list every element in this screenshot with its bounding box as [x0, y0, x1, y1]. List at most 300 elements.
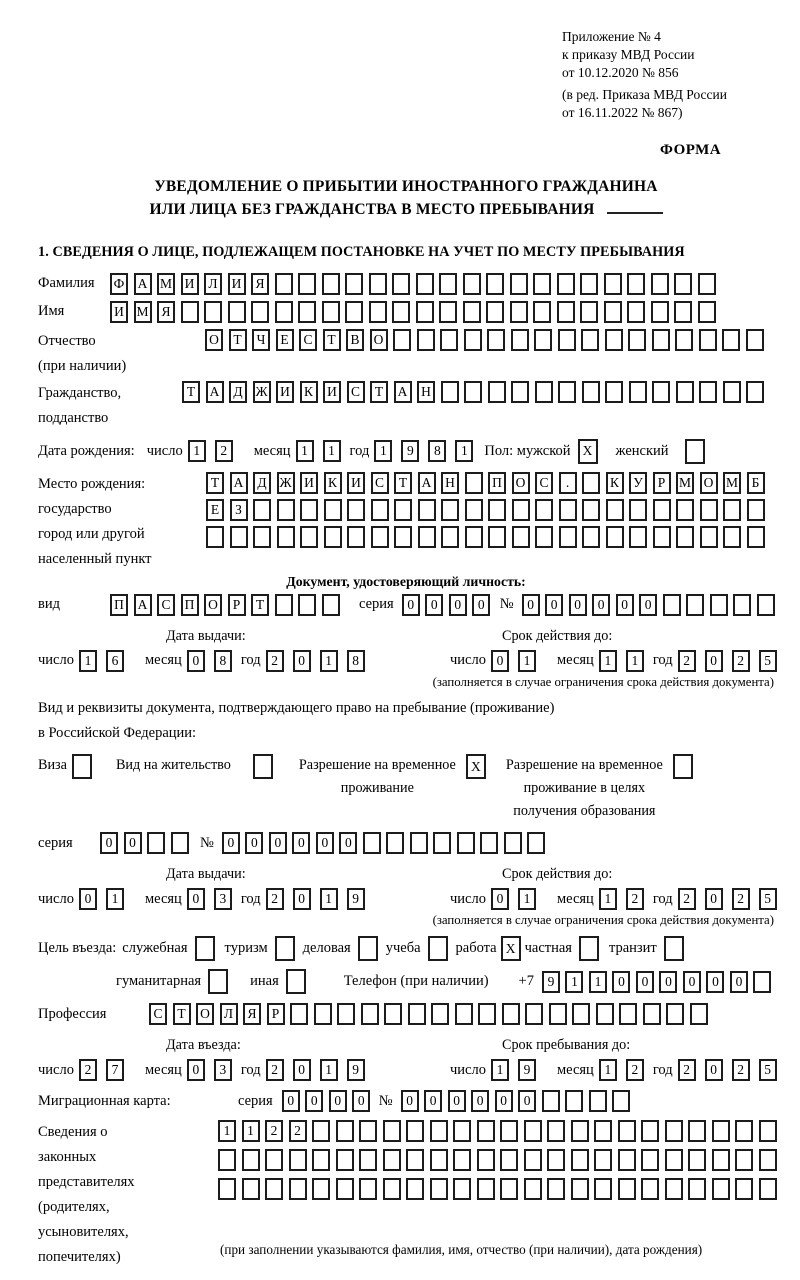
- char-cell[interactable]: [394, 499, 412, 521]
- char-cell[interactable]: 3: [214, 888, 232, 910]
- char-cell[interactable]: [465, 526, 483, 548]
- char-cell[interactable]: [723, 499, 741, 521]
- char-cell[interactable]: [651, 273, 669, 295]
- char-cell[interactable]: Н: [441, 472, 459, 494]
- char-cell[interactable]: 0: [730, 971, 748, 993]
- char-cell[interactable]: 0: [705, 1059, 723, 1081]
- char-cell[interactable]: Т: [182, 381, 200, 403]
- char-cell[interactable]: 0: [612, 971, 630, 993]
- char-cell[interactable]: А: [134, 273, 152, 295]
- char-cell[interactable]: 1: [188, 440, 206, 462]
- char-cell[interactable]: [618, 1120, 636, 1142]
- char-cell[interactable]: [336, 1149, 354, 1171]
- char-cell[interactable]: С: [535, 472, 553, 494]
- char-cell[interactable]: [230, 526, 248, 548]
- char-cell[interactable]: [383, 1178, 401, 1200]
- char-cell[interactable]: [557, 301, 575, 323]
- char-cell[interactable]: [604, 301, 622, 323]
- char-cell[interactable]: 0: [79, 888, 97, 910]
- char-cell[interactable]: [253, 526, 271, 548]
- char-cell[interactable]: [195, 936, 215, 961]
- char-cell[interactable]: [408, 1003, 426, 1025]
- char-cell[interactable]: 1: [106, 888, 124, 910]
- char-cell[interactable]: 1: [242, 1120, 260, 1142]
- char-cell[interactable]: 2: [732, 888, 750, 910]
- char-cell[interactable]: [383, 1120, 401, 1142]
- char-cell[interactable]: [688, 1178, 706, 1200]
- char-cell[interactable]: Л: [204, 273, 222, 295]
- char-cell[interactable]: [455, 1003, 473, 1025]
- char-cell[interactable]: [712, 1178, 730, 1200]
- char-cell[interactable]: [618, 1178, 636, 1200]
- char-cell[interactable]: Т: [229, 329, 247, 351]
- char-cell[interactable]: [510, 273, 528, 295]
- char-cell[interactable]: И: [228, 273, 246, 295]
- char-cell[interactable]: Т: [173, 1003, 191, 1025]
- char-cell[interactable]: [477, 1149, 495, 1171]
- char-cell[interactable]: [504, 832, 522, 854]
- char-cell[interactable]: 0: [592, 594, 610, 616]
- char-cell[interactable]: [547, 1178, 565, 1200]
- char-cell[interactable]: 1: [320, 888, 338, 910]
- char-cell[interactable]: Т: [370, 381, 388, 403]
- char-cell[interactable]: 0: [491, 888, 509, 910]
- char-cell[interactable]: 8: [214, 650, 232, 672]
- char-cell[interactable]: [559, 526, 577, 548]
- char-cell[interactable]: [558, 329, 576, 351]
- char-cell[interactable]: 2: [265, 1120, 283, 1142]
- char-cell[interactable]: [275, 594, 293, 616]
- char-cell[interactable]: [463, 301, 481, 323]
- char-cell[interactable]: [386, 832, 404, 854]
- char-cell[interactable]: О: [370, 329, 388, 351]
- char-cell[interactable]: Н: [417, 381, 435, 403]
- char-cell[interactable]: [690, 1003, 708, 1025]
- char-cell[interactable]: X: [501, 936, 521, 961]
- char-cell[interactable]: 0: [636, 971, 654, 993]
- char-cell[interactable]: [345, 301, 363, 323]
- char-cell[interactable]: [286, 969, 306, 994]
- char-cell[interactable]: [512, 499, 530, 521]
- char-cell[interactable]: [572, 1003, 590, 1025]
- char-cell[interactable]: [406, 1178, 424, 1200]
- char-cell[interactable]: [699, 329, 717, 351]
- char-cell[interactable]: [746, 381, 764, 403]
- char-cell[interactable]: [253, 754, 273, 779]
- char-cell[interactable]: [441, 499, 459, 521]
- char-cell[interactable]: [688, 1149, 706, 1171]
- char-cell[interactable]: [594, 1120, 612, 1142]
- char-cell[interactable]: [733, 594, 751, 616]
- char-cell[interactable]: С: [299, 329, 317, 351]
- char-cell[interactable]: [723, 381, 741, 403]
- char-cell[interactable]: 0: [282, 1090, 300, 1112]
- char-cell[interactable]: [324, 526, 342, 548]
- char-cell[interactable]: [673, 754, 693, 779]
- char-cell[interactable]: И: [300, 472, 318, 494]
- char-cell[interactable]: [478, 1003, 496, 1025]
- char-cell[interactable]: [277, 499, 295, 521]
- char-cell[interactable]: 1: [320, 650, 338, 672]
- char-cell[interactable]: [676, 499, 694, 521]
- char-cell[interactable]: [359, 1149, 377, 1171]
- char-cell[interactable]: С: [157, 594, 175, 616]
- char-cell[interactable]: И: [181, 273, 199, 295]
- char-cell[interactable]: [676, 381, 694, 403]
- char-cell[interactable]: 0: [124, 832, 142, 854]
- char-cell[interactable]: [371, 526, 389, 548]
- char-cell[interactable]: 2: [678, 888, 696, 910]
- char-cell[interactable]: [463, 273, 481, 295]
- char-cell[interactable]: [641, 1120, 659, 1142]
- char-cell[interactable]: И: [110, 301, 128, 323]
- char-cell[interactable]: [580, 273, 598, 295]
- char-cell[interactable]: [698, 273, 716, 295]
- char-cell[interactable]: [347, 526, 365, 548]
- char-cell[interactable]: [480, 832, 498, 854]
- char-cell[interactable]: [465, 472, 483, 494]
- char-cell[interactable]: А: [418, 472, 436, 494]
- char-cell[interactable]: [486, 301, 504, 323]
- char-cell[interactable]: [336, 1120, 354, 1142]
- char-cell[interactable]: [571, 1120, 589, 1142]
- char-cell[interactable]: [418, 499, 436, 521]
- char-cell[interactable]: 0: [569, 594, 587, 616]
- char-cell[interactable]: [627, 301, 645, 323]
- char-cell[interactable]: [641, 1149, 659, 1171]
- char-cell[interactable]: [525, 1003, 543, 1025]
- char-cell[interactable]: С: [149, 1003, 167, 1025]
- char-cell[interactable]: [547, 1149, 565, 1171]
- char-cell[interactable]: И: [276, 381, 294, 403]
- char-cell[interactable]: [534, 329, 552, 351]
- char-cell[interactable]: [410, 832, 428, 854]
- char-cell[interactable]: [275, 936, 295, 961]
- char-cell[interactable]: [606, 526, 624, 548]
- char-cell[interactable]: [72, 754, 92, 779]
- char-cell[interactable]: К: [300, 381, 318, 403]
- char-cell[interactable]: А: [134, 594, 152, 616]
- char-cell[interactable]: [651, 301, 669, 323]
- char-cell[interactable]: [612, 1090, 630, 1112]
- char-cell[interactable]: [629, 526, 647, 548]
- char-cell[interactable]: 9: [347, 1059, 365, 1081]
- char-cell[interactable]: [500, 1149, 518, 1171]
- char-cell[interactable]: [418, 526, 436, 548]
- char-cell[interactable]: 9: [401, 440, 419, 462]
- char-cell[interactable]: 2: [266, 650, 284, 672]
- char-cell[interactable]: [204, 301, 222, 323]
- char-cell[interactable]: [336, 1178, 354, 1200]
- char-cell[interactable]: К: [324, 472, 342, 494]
- char-cell[interactable]: 0: [316, 832, 334, 854]
- char-cell[interactable]: 1: [589, 971, 607, 993]
- char-cell[interactable]: [359, 1120, 377, 1142]
- char-cell[interactable]: 8: [347, 650, 365, 672]
- char-cell[interactable]: [627, 273, 645, 295]
- char-cell[interactable]: Е: [206, 499, 224, 521]
- char-cell[interactable]: [535, 526, 553, 548]
- char-cell[interactable]: 0: [305, 1090, 323, 1112]
- char-cell[interactable]: [542, 1090, 560, 1112]
- char-cell[interactable]: [510, 301, 528, 323]
- char-cell[interactable]: У: [629, 472, 647, 494]
- char-cell[interactable]: [606, 499, 624, 521]
- char-cell[interactable]: 1: [320, 1059, 338, 1081]
- char-cell[interactable]: 0: [187, 650, 205, 672]
- char-cell[interactable]: [571, 1178, 589, 1200]
- char-cell[interactable]: [685, 439, 705, 464]
- char-cell[interactable]: [589, 1090, 607, 1112]
- char-cell[interactable]: 7: [106, 1059, 124, 1081]
- char-cell[interactable]: [665, 1178, 683, 1200]
- char-cell[interactable]: [579, 936, 599, 961]
- char-cell[interactable]: С: [347, 381, 365, 403]
- char-cell[interactable]: 0: [222, 832, 240, 854]
- char-cell[interactable]: [735, 1178, 753, 1200]
- char-cell[interactable]: [440, 329, 458, 351]
- char-cell[interactable]: [312, 1149, 330, 1171]
- char-cell[interactable]: [228, 301, 246, 323]
- char-cell[interactable]: Т: [394, 472, 412, 494]
- char-cell[interactable]: [300, 499, 318, 521]
- char-cell[interactable]: [511, 329, 529, 351]
- char-cell[interactable]: О: [512, 472, 530, 494]
- char-cell[interactable]: Ч: [252, 329, 270, 351]
- char-cell[interactable]: [594, 1149, 612, 1171]
- char-cell[interactable]: [735, 1149, 753, 1171]
- char-cell[interactable]: [604, 273, 622, 295]
- char-cell[interactable]: [441, 381, 459, 403]
- char-cell[interactable]: [759, 1149, 777, 1171]
- char-cell[interactable]: Д: [253, 472, 271, 494]
- char-cell[interactable]: [665, 1149, 683, 1171]
- char-cell[interactable]: [465, 499, 483, 521]
- char-cell[interactable]: 1: [599, 1059, 617, 1081]
- char-cell[interactable]: [430, 1149, 448, 1171]
- char-cell[interactable]: 0: [659, 971, 677, 993]
- char-cell[interactable]: [289, 1178, 307, 1200]
- char-cell[interactable]: [512, 526, 530, 548]
- char-cell[interactable]: П: [488, 472, 506, 494]
- char-cell[interactable]: [453, 1120, 471, 1142]
- char-cell[interactable]: 1: [518, 650, 536, 672]
- char-cell[interactable]: [666, 1003, 684, 1025]
- char-cell[interactable]: О: [205, 329, 223, 351]
- char-cell[interactable]: [453, 1149, 471, 1171]
- char-cell[interactable]: 1: [374, 440, 392, 462]
- char-cell[interactable]: 0: [293, 1059, 311, 1081]
- char-cell[interactable]: Ф: [110, 273, 128, 295]
- char-cell[interactable]: [218, 1178, 236, 1200]
- char-cell[interactable]: [208, 969, 228, 994]
- char-cell[interactable]: [686, 594, 704, 616]
- char-cell[interactable]: [394, 526, 412, 548]
- char-cell[interactable]: [502, 1003, 520, 1025]
- char-cell[interactable]: А: [394, 381, 412, 403]
- char-cell[interactable]: 0: [293, 888, 311, 910]
- char-cell[interactable]: [298, 273, 316, 295]
- char-cell[interactable]: 0: [269, 832, 287, 854]
- char-cell[interactable]: [488, 499, 506, 521]
- char-cell[interactable]: [712, 1120, 730, 1142]
- char-cell[interactable]: [406, 1149, 424, 1171]
- char-cell[interactable]: 2: [626, 888, 644, 910]
- char-cell[interactable]: 5: [759, 1059, 777, 1081]
- char-cell[interactable]: М: [134, 301, 152, 323]
- char-cell[interactable]: [594, 1178, 612, 1200]
- char-cell[interactable]: [582, 381, 600, 403]
- char-cell[interactable]: [322, 594, 340, 616]
- char-cell[interactable]: [524, 1120, 542, 1142]
- char-cell[interactable]: 0: [683, 971, 701, 993]
- char-cell[interactable]: [345, 273, 363, 295]
- char-cell[interactable]: 1: [626, 650, 644, 672]
- char-cell[interactable]: X: [466, 754, 486, 779]
- char-cell[interactable]: 0: [639, 594, 657, 616]
- char-cell[interactable]: [277, 526, 295, 548]
- char-cell[interactable]: [652, 329, 670, 351]
- char-cell[interactable]: [676, 526, 694, 548]
- char-cell[interactable]: Т: [251, 594, 269, 616]
- char-cell[interactable]: [557, 273, 575, 295]
- char-cell[interactable]: [242, 1178, 260, 1200]
- char-cell[interactable]: [527, 832, 545, 854]
- char-cell[interactable]: [298, 594, 316, 616]
- char-cell[interactable]: [290, 1003, 308, 1025]
- char-cell[interactable]: [347, 499, 365, 521]
- char-cell[interactable]: 2: [289, 1120, 307, 1142]
- char-cell[interactable]: 0: [187, 888, 205, 910]
- char-cell[interactable]: [361, 1003, 379, 1025]
- char-cell[interactable]: 0: [518, 1090, 536, 1112]
- char-cell[interactable]: [524, 1178, 542, 1200]
- char-cell[interactable]: [723, 526, 741, 548]
- char-cell[interactable]: [312, 1178, 330, 1200]
- char-cell[interactable]: [337, 1003, 355, 1025]
- char-cell[interactable]: [653, 526, 671, 548]
- char-cell[interactable]: [324, 499, 342, 521]
- char-cell[interactable]: [322, 273, 340, 295]
- char-cell[interactable]: М: [157, 273, 175, 295]
- char-cell[interactable]: [628, 329, 646, 351]
- char-cell[interactable]: 6: [106, 650, 124, 672]
- char-cell[interactable]: [533, 301, 551, 323]
- char-cell[interactable]: X: [578, 439, 598, 464]
- char-cell[interactable]: [384, 1003, 402, 1025]
- char-cell[interactable]: [535, 381, 553, 403]
- char-cell[interactable]: 1: [323, 440, 341, 462]
- char-cell[interactable]: [524, 1149, 542, 1171]
- char-cell[interactable]: [300, 526, 318, 548]
- char-cell[interactable]: [298, 301, 316, 323]
- char-cell[interactable]: [363, 832, 381, 854]
- char-cell[interactable]: [359, 1178, 377, 1200]
- char-cell[interactable]: [487, 329, 505, 351]
- char-cell[interactable]: М: [723, 472, 741, 494]
- char-cell[interactable]: В: [346, 329, 364, 351]
- char-cell[interactable]: [511, 381, 529, 403]
- char-cell[interactable]: [312, 1120, 330, 1142]
- char-cell[interactable]: К: [606, 472, 624, 494]
- char-cell[interactable]: [596, 1003, 614, 1025]
- char-cell[interactable]: 1: [218, 1120, 236, 1142]
- char-cell[interactable]: [265, 1178, 283, 1200]
- char-cell[interactable]: [652, 381, 670, 403]
- char-cell[interactable]: 2: [732, 650, 750, 672]
- char-cell[interactable]: [439, 301, 457, 323]
- char-cell[interactable]: З: [230, 499, 248, 521]
- char-cell[interactable]: [500, 1178, 518, 1200]
- char-cell[interactable]: 1: [565, 971, 583, 993]
- char-cell[interactable]: [735, 1120, 753, 1142]
- char-cell[interactable]: [698, 301, 716, 323]
- char-cell[interactable]: А: [206, 381, 224, 403]
- char-cell[interactable]: [688, 1120, 706, 1142]
- char-cell[interactable]: [464, 381, 482, 403]
- char-cell[interactable]: [643, 1003, 661, 1025]
- char-cell[interactable]: 0: [706, 971, 724, 993]
- char-cell[interactable]: Т: [323, 329, 341, 351]
- char-cell[interactable]: 2: [678, 1059, 696, 1081]
- char-cell[interactable]: [753, 971, 771, 993]
- char-cell[interactable]: Ж: [253, 381, 271, 403]
- char-cell[interactable]: .: [559, 472, 577, 494]
- char-cell[interactable]: [430, 1120, 448, 1142]
- char-cell[interactable]: 9: [542, 971, 560, 993]
- char-cell[interactable]: 8: [428, 440, 446, 462]
- char-cell[interactable]: [722, 329, 740, 351]
- char-cell[interactable]: [565, 1090, 583, 1112]
- char-cell[interactable]: [549, 1003, 567, 1025]
- char-cell[interactable]: Р: [653, 472, 671, 494]
- char-cell[interactable]: [242, 1149, 260, 1171]
- char-cell[interactable]: [533, 273, 551, 295]
- char-cell[interactable]: Т: [206, 472, 224, 494]
- char-cell[interactable]: [371, 499, 389, 521]
- char-cell[interactable]: [488, 526, 506, 548]
- char-cell[interactable]: 0: [472, 594, 490, 616]
- char-cell[interactable]: [477, 1178, 495, 1200]
- char-cell[interactable]: Л: [220, 1003, 238, 1025]
- char-cell[interactable]: [433, 832, 451, 854]
- char-cell[interactable]: [369, 301, 387, 323]
- char-cell[interactable]: 2: [678, 650, 696, 672]
- char-cell[interactable]: 0: [352, 1090, 370, 1112]
- char-cell[interactable]: 1: [455, 440, 473, 462]
- char-cell[interactable]: [453, 1178, 471, 1200]
- char-cell[interactable]: [406, 1120, 424, 1142]
- char-cell[interactable]: [759, 1120, 777, 1142]
- char-cell[interactable]: Я: [251, 273, 269, 295]
- char-cell[interactable]: [757, 594, 775, 616]
- char-cell[interactable]: [441, 526, 459, 548]
- char-cell[interactable]: [571, 1149, 589, 1171]
- char-cell[interactable]: [206, 526, 224, 548]
- char-cell[interactable]: 2: [626, 1059, 644, 1081]
- char-cell[interactable]: [674, 301, 692, 323]
- char-cell[interactable]: О: [700, 472, 718, 494]
- char-cell[interactable]: [605, 329, 623, 351]
- char-cell[interactable]: 0: [471, 1090, 489, 1112]
- char-cell[interactable]: 2: [215, 440, 233, 462]
- char-cell[interactable]: 0: [187, 1059, 205, 1081]
- char-cell[interactable]: 0: [293, 650, 311, 672]
- char-cell[interactable]: 0: [449, 594, 467, 616]
- char-cell[interactable]: [369, 273, 387, 295]
- char-cell[interactable]: [605, 381, 623, 403]
- char-cell[interactable]: [171, 832, 189, 854]
